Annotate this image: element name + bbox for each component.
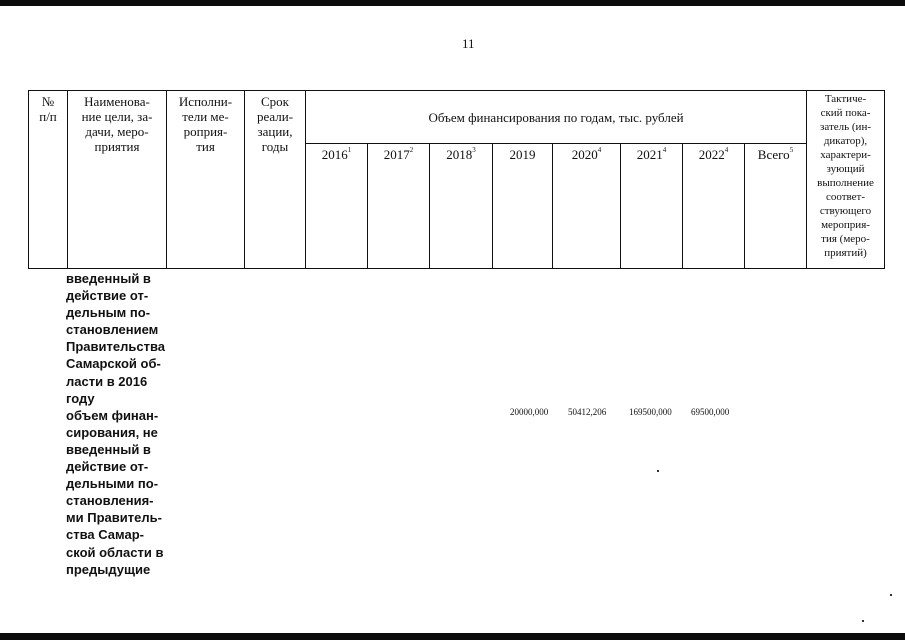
- year-label-total: Всего$^5$: [757, 146, 794, 162]
- header-num-text: № п/п: [39, 94, 57, 124]
- row-description: введенный в действие от- дельным по- становлением Правительства Самарской об- ласти в 2016 году объем финан- сирования, не введенный в действие от- дельными по- становления- ми Правитель- ства Самар- ской области в предыдущие: [66, 271, 165, 577]
- value-2022: 69500,000: [691, 407, 730, 417]
- header-executors-text: Исполни- тели ме- роприя- тия: [178, 94, 233, 154]
- page-number: 11: [462, 36, 475, 51]
- top-border: [0, 0, 905, 6]
- year-label-2017: 2017$^2$: [383, 146, 414, 162]
- scan-speck: [890, 594, 892, 596]
- value-2019: 20000,000: [510, 407, 549, 417]
- header-term-text: Срок реали- зации, годы: [256, 94, 294, 154]
- year-label-2016: 2016$^1$: [321, 146, 352, 162]
- year-label-2022: 2022$^4$: [698, 146, 729, 162]
- value-2020: 50412,206: [568, 407, 607, 417]
- year-label-2019: 2019: [509, 147, 536, 162]
- header-funding-title: Объем финансирования по годам, тыс. рублей: [428, 110, 684, 125]
- year-label-2018: 2018$^3$: [446, 146, 476, 162]
- scan-speck: [657, 470, 659, 472]
- bottom-border: [0, 633, 905, 640]
- scan-speck: [862, 620, 864, 622]
- header-indicator-text: Тактиче- ский пока- затель (ин- дикатор), характери- зующий выполнение соответ- ствующего мероприя- тия (меро- приятий): [817, 93, 874, 259]
- year-label-2021: 2021$^4$: [636, 146, 667, 162]
- year-label-2020: 2020$^4$: [571, 146, 602, 162]
- value-2021: 169500,000: [629, 407, 672, 417]
- header-name-text: Наименова- ние цели, за- дачи, меро- приятия: [81, 94, 153, 154]
